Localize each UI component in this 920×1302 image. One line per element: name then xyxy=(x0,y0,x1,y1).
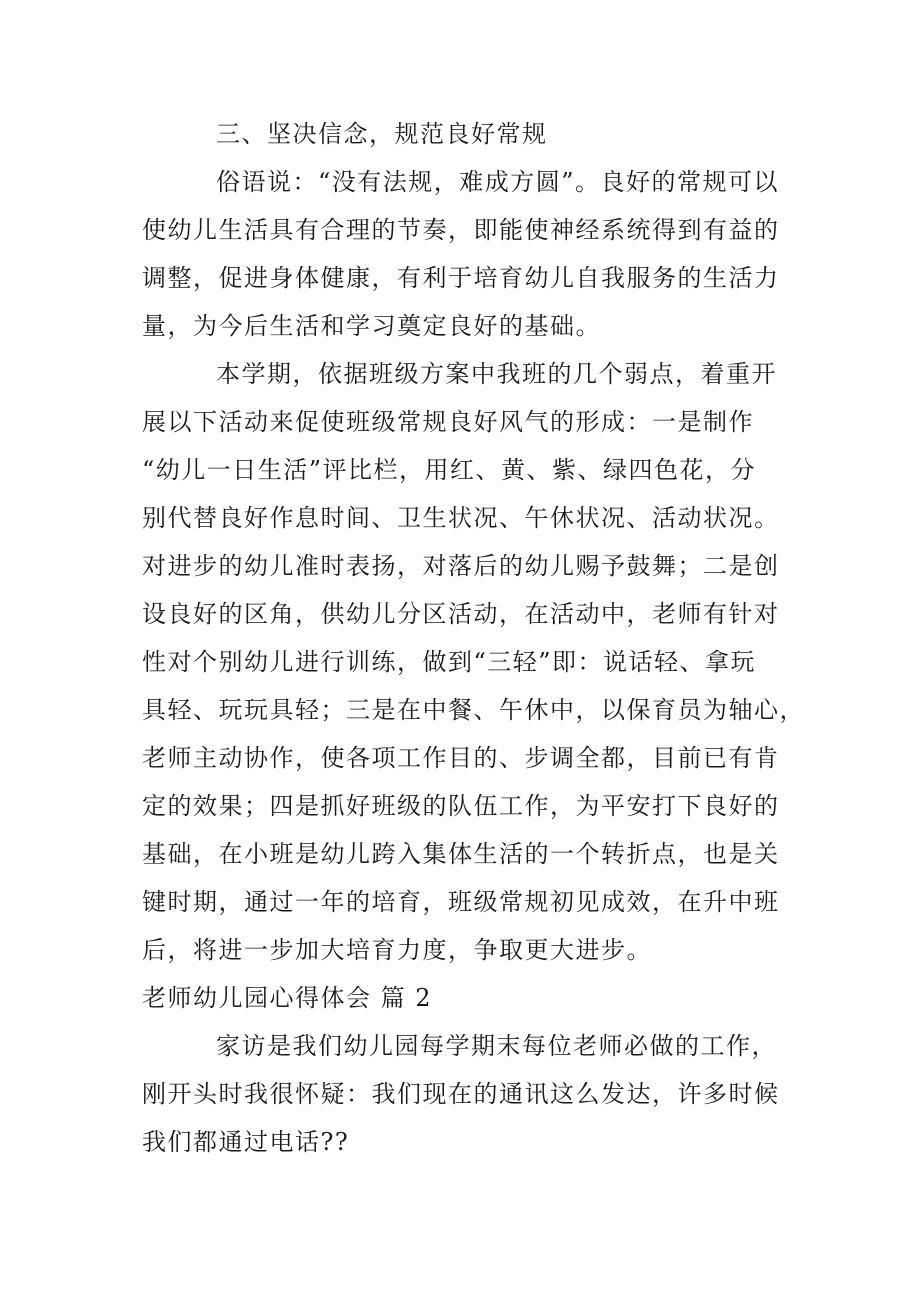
paragraph-line: 家访是我们幼儿园每学期末每位老师必做的工作， xyxy=(216,1032,777,1060)
paragraph-line: 使幼儿生活具有合理的节奏，即能使神经系统得到有益的 xyxy=(142,216,780,244)
paragraph-line: 键时期，通过一年的培育，班级常规初见成效，在升中班 xyxy=(142,888,780,916)
paragraph-line: 展以下活动来促使班级常规良好风气的形成：一是制作 xyxy=(142,408,754,436)
paragraph-line: 我们都通过电话?? xyxy=(142,1128,350,1156)
paragraph-line: 刚开头时我很怀疑：我们现在的通讯这么发达，许多时候 xyxy=(142,1080,780,1108)
paragraph-line: 后，将进一步加大培育力度，争取更大进步。 xyxy=(142,936,652,964)
section-heading: 三、坚决信念，规范良好常规 xyxy=(216,120,548,148)
paragraph-line: 基础，在小班是幼儿跨入集体生活的一个转折点，也是关 xyxy=(142,840,780,868)
paragraph-line: 量，为今后生活和学习奠定良好的基础。 xyxy=(142,312,601,340)
paragraph-line: 老师主动协作，使各项工作目的、步调全都，目前已有肯 xyxy=(142,744,780,772)
paragraph-line: 对进步的幼儿准时表扬，对落后的幼儿赐予鼓舞；二是创 xyxy=(142,552,780,580)
paragraph-line: 别代替良好作息时间、卫生状况、午休状况、活动状况。 xyxy=(142,504,780,532)
paragraph-line: 本学期，依据班级方案中我班的几个弱点，着重开 xyxy=(216,360,777,388)
paragraph-line: 具轻、玩玩具轻；三是在中餐、午休中，以保育员为轴心， xyxy=(142,696,805,724)
paragraph-line: 定的效果；四是抓好班级的队伍工作，为平安打下良好的 xyxy=(142,792,780,820)
paragraph-line: 调整，促进身体健康，有利于培育幼儿自我服务的生活力 xyxy=(142,264,780,292)
article-title: 老师幼儿园心得体会 篇 2 xyxy=(142,984,433,1012)
paragraph-line: 俗语说：“没有法规，难成方圆”。良好的常规可以 xyxy=(216,168,780,196)
paragraph-line: 设良好的区角，供幼儿分区活动，在活动中，老师有针对 xyxy=(142,600,780,628)
paragraph-line: “幼儿一日生活”评比栏，用红、黄、紫、绿四色花，分 xyxy=(142,456,757,484)
paragraph-line: 性对个别幼儿进行训练，做到“三轻”即：说话轻、拿玩 xyxy=(142,648,757,676)
